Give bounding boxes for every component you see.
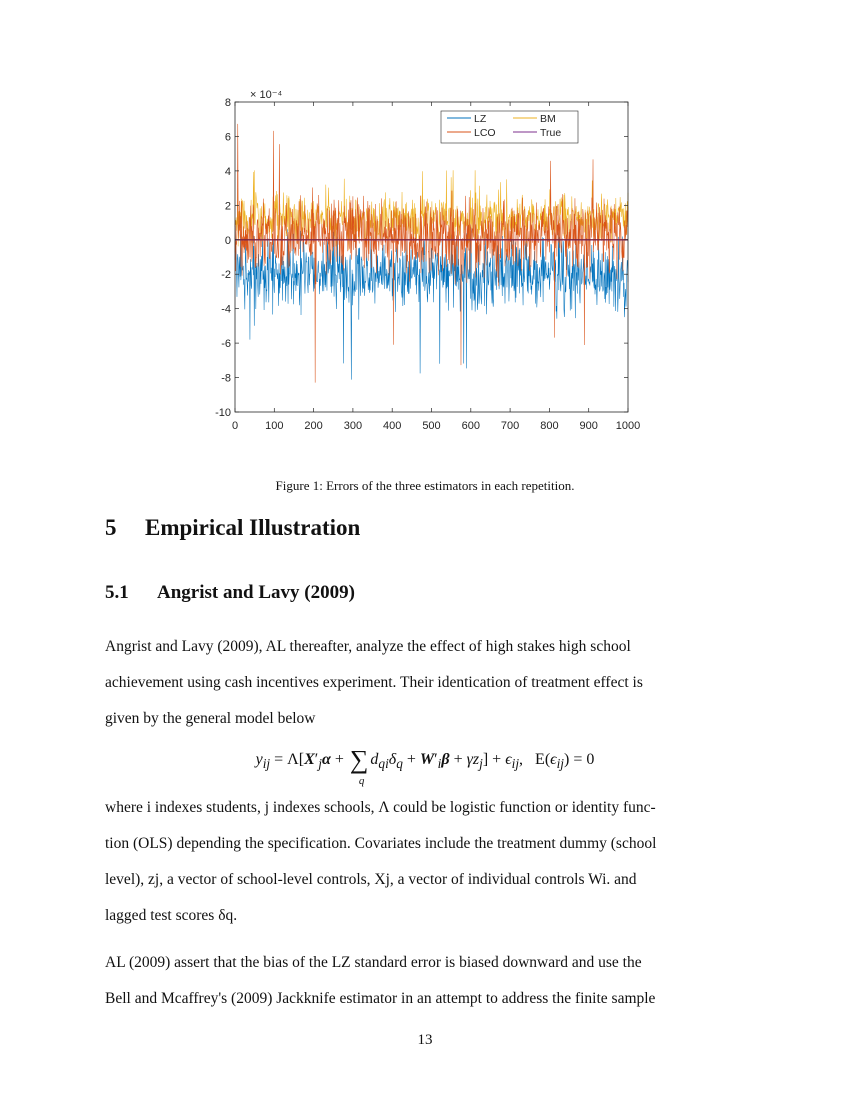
y-tick-label: -4	[221, 303, 231, 316]
y-tick-label: 0	[224, 234, 231, 247]
legend-label-true: True	[540, 127, 562, 139]
chart-legend	[441, 111, 578, 143]
page-number: 13	[417, 1032, 433, 1048]
paragraph-intro	[105, 629, 745, 737]
x-tick-label: 800	[540, 420, 559, 432]
y-tick-label: -10	[215, 407, 231, 419]
y-tick-label: 2	[224, 200, 231, 213]
text-line: AL (2009) assert that the bias of the LZ standard error is biased downward and use the	[105, 954, 642, 971]
errors-chart	[200, 82, 650, 442]
section-heading	[105, 515, 360, 541]
text-line: lagged test scores δq.	[105, 907, 238, 924]
subsection-number: 5.1	[105, 582, 129, 603]
legend-label-lz: LZ	[474, 113, 487, 125]
text-line: tion (OLS) depending the specification. Covariates include the treatment dummy (school	[105, 835, 657, 852]
paragraph-definitions	[105, 790, 745, 934]
y-tick-label: 6	[224, 131, 231, 144]
y-tick-label: -8	[221, 372, 231, 385]
legend-label-lco: LCO	[474, 127, 496, 139]
figure-caption: Figure 1: Errors of the three estimators in each repetition.	[275, 478, 575, 493]
x-tick-label: 600	[461, 420, 480, 432]
x-tick-label: 100	[265, 420, 284, 432]
legend-label-bm: BM	[540, 113, 556, 125]
subsection-title: Angrist and Lavy (2009)	[157, 582, 355, 603]
subsection-heading	[105, 582, 355, 604]
x-tick-label: 500	[422, 420, 441, 432]
paragraph-claim	[105, 945, 745, 1017]
text-line: given by the general model below	[105, 710, 316, 727]
x-tick-label: 300	[343, 420, 363, 432]
section-title: Empirical Illustration	[145, 515, 361, 540]
y-tick-label: 4	[224, 165, 231, 178]
model-equation: $y_{ij} = \Lambda[X'_j\alpha$ + ∑ q $d_{qi}\delta_q + W'_i\beta + \gamma z_j] + \epsilon_{ij}$, $E(\epsilon_{ij}) = 0$	[255, 745, 595, 787]
y-tick-label: 8	[224, 97, 231, 109]
text-line: Angrist and Lavy (2009), AL thereafter, analyze the effect of high stakes high school	[105, 638, 631, 655]
y-tick-label: -6	[221, 338, 231, 351]
x-tick-label: 400	[383, 420, 402, 432]
section-number: 5	[105, 515, 117, 540]
x-tick-label: 1000	[615, 420, 641, 432]
x-tick-label: 900	[579, 420, 598, 432]
x-tick-label: 0	[231, 420, 239, 432]
y-tick-label: -2	[221, 269, 231, 282]
text-line: Bell and Mcaffrey's (2009) Jackknife estimator in an attempt to address the finite sample	[105, 990, 656, 1007]
text-line: where i indexes students, j indexes schools, Λ could be logistic function or identity func-	[105, 799, 656, 816]
x-tick-label: 700	[500, 420, 520, 432]
text-line: level), zj, a vector of school-level controls, Xj, a vector of individual controls Wi. and	[105, 871, 637, 888]
y-scale-label: × 10⁻⁴	[250, 89, 283, 101]
x-tick-label: 200	[304, 420, 323, 432]
text-line: achievement using cash incentives experiment. Their identication of treatment effect is	[105, 674, 643, 691]
